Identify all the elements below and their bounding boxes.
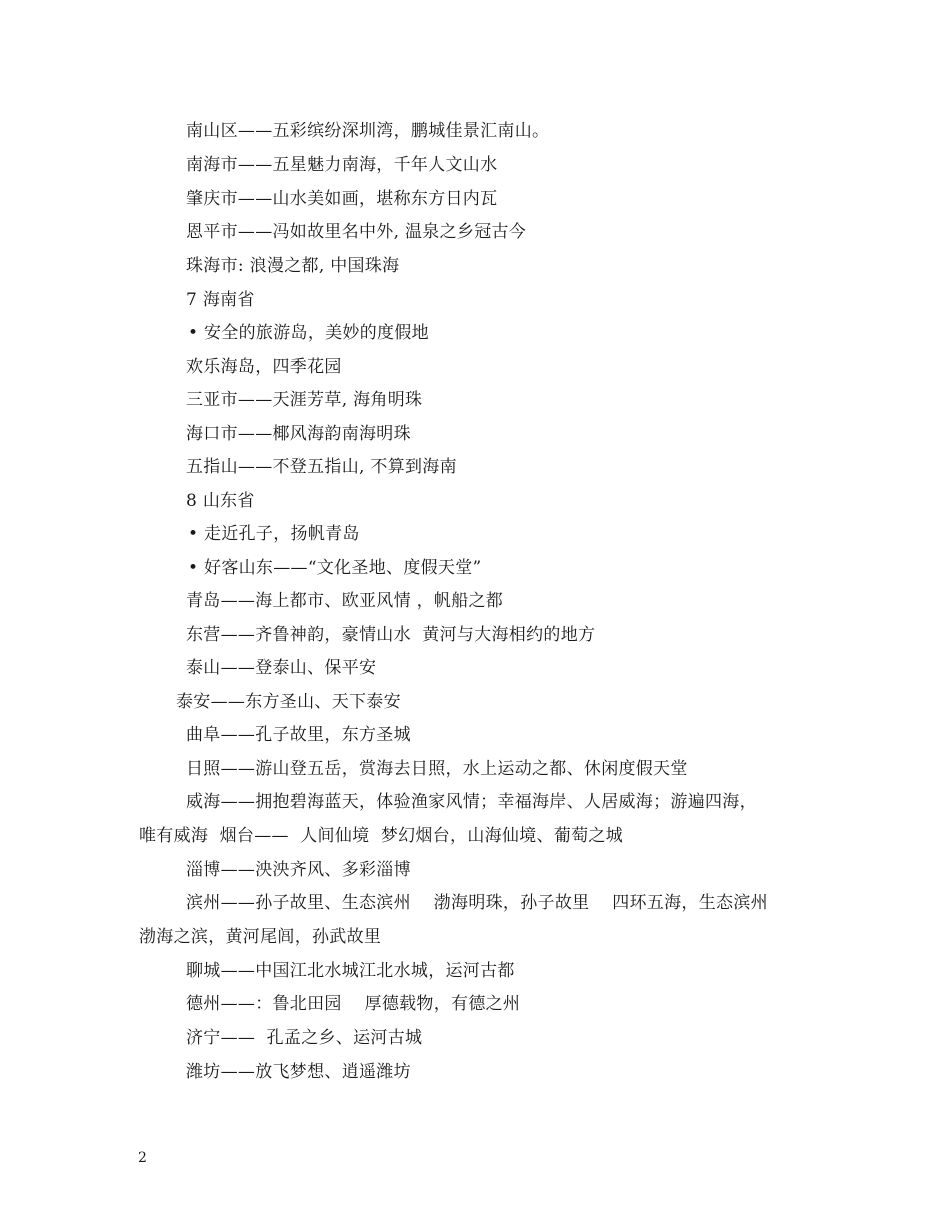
section-heading: 8 山东省 xyxy=(186,491,255,511)
text-line: 欢乐海岛，四季花园 xyxy=(186,357,342,377)
text-line: 东营——齐鲁神韵，豪情山水 黄河与大海相约的地方 xyxy=(186,625,596,645)
bullet-item: • 好客山东——“文化圣地、度假天堂” xyxy=(188,558,482,578)
text-line: 渤海之滨，黄河尾闾，孙武故里 xyxy=(139,927,382,947)
text-line: 济宁—— 孔孟之乡、运河古城 xyxy=(186,1028,423,1048)
bullet-item: • 走近孔子，扬帆青岛 xyxy=(188,524,360,544)
text-line: 淄博——泱泱齐风、多彩淄博 xyxy=(186,860,411,880)
text-line: 青岛——海上都市、欧亚风情 ，帆船之都 xyxy=(186,591,504,611)
text-line: 南海市——五星魅力南海，千年人文山水 xyxy=(186,155,498,175)
text-line: 恩平市——冯如故里名中外, 温泉之乡冠古今 xyxy=(186,222,527,242)
text-line: 泰山——登泰山、保平安 xyxy=(186,658,377,678)
section-heading: 7 海南省 xyxy=(186,290,255,310)
text-line: 海口市——椰风海韵南海明珠 xyxy=(186,424,411,444)
page-number: 2 xyxy=(138,1150,147,1166)
bullet-item: • 安全的旅游岛，美妙的度假地 xyxy=(188,323,429,343)
text-line: 肇庆市——山水美如画，堪称东方日内瓦 xyxy=(186,189,498,209)
text-line: 德州——：鲁北田园 厚德载物，有德之州 xyxy=(186,994,521,1014)
text-line: 泰安——东方圣山、天下泰安 xyxy=(176,692,401,712)
text-line: 聊城——中国江北水城江北水城，运河古都 xyxy=(186,961,515,981)
text-line: 南山区——五彩缤纷深圳湾，鹏城佳景汇南山。 xyxy=(186,121,550,141)
text-line: 五指山——不登五指山, 不算到海南 xyxy=(186,457,457,477)
text-line: 日照——游山登五岳，赏海去日照，水上运动之都、休闲度假天堂 xyxy=(186,759,688,779)
text-line: 三亚市——天涯芳草, 海角明珠 xyxy=(186,390,423,410)
text-line: 滨州——孙子故里、生态滨州 渤海明珠，孙子故里 四环五海，生态滨州 xyxy=(186,893,768,913)
text-line: 珠海市: 浪漫之都, 中国珠海 xyxy=(186,256,400,276)
text-line: 威海——拥抱碧海蓝天，体验渔家风情；幸福海岸、人居威海；游遍四海， xyxy=(186,792,757,812)
text-line: 唯有威海 烟台—— 人间仙境 梦幻烟台，山海仙境、葡萄之城 xyxy=(139,826,624,846)
text-line: 潍坊——放飞梦想、逍遥潍坊 xyxy=(186,1062,411,1082)
text-line: 曲阜——孔子故里，东方圣城 xyxy=(186,725,411,745)
